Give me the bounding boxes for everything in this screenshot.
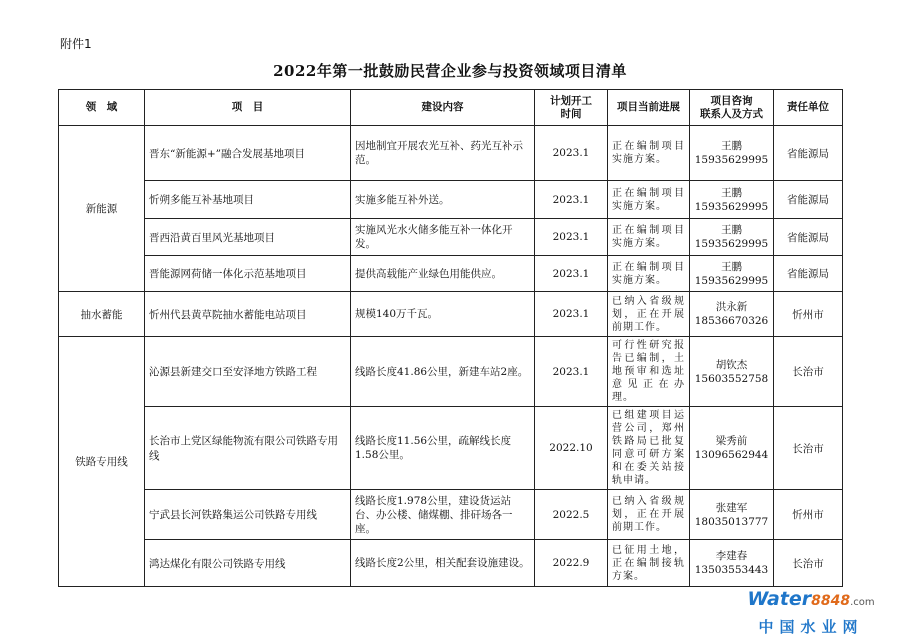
table-row bbox=[59, 181, 843, 219]
table-row bbox=[59, 540, 843, 587]
responsible-unit: 忻州市 bbox=[774, 490, 843, 540]
progress: 正在编制项目实施方案。 bbox=[608, 126, 690, 181]
progress: 已纳入省级规划，正在开展前期工作。 bbox=[608, 292, 690, 337]
progress: 已纳入省级规划，正在开展前期工作。 bbox=[608, 490, 690, 540]
responsible-unit: 长治市 bbox=[774, 337, 843, 407]
header-contact-line2: 联系人及方式 bbox=[700, 107, 763, 120]
header-start-line1: 计划开工 bbox=[550, 94, 592, 107]
contact-phone: 13503553443 bbox=[694, 564, 769, 576]
contact-phone: 18536670326 bbox=[694, 315, 769, 327]
document-title: 2022年第一批鼓励民营企业参与投资领域项目清单 bbox=[273, 62, 627, 80]
contact-name: 洪永新 bbox=[715, 301, 748, 313]
contact bbox=[690, 181, 774, 219]
responsible-unit: 长治市 bbox=[774, 540, 843, 587]
contact-name: 梁秀前 bbox=[715, 435, 748, 447]
project-name: 鸿达煤化有限公司铁路专用线 bbox=[145, 540, 351, 587]
group-railway: 铁路专用线 bbox=[59, 337, 145, 587]
start-time: 2022.10 bbox=[535, 407, 608, 490]
contact bbox=[690, 126, 774, 181]
table-row bbox=[59, 407, 843, 490]
watermark-brand-cn: 中国水业网 bbox=[758, 618, 864, 636]
project-name: 长治市上党区绿能物流有限公司铁路专用线 bbox=[145, 407, 351, 490]
project-name: 宁武县长河铁路集运公司铁路专用线 bbox=[145, 490, 351, 540]
table-row bbox=[59, 126, 843, 181]
header-domain: 领 域 bbox=[59, 90, 145, 126]
watermark-brand-suffix: .com bbox=[850, 597, 875, 608]
progress: 正在编制项目实施方案。 bbox=[608, 181, 690, 219]
start-time: 2022.5 bbox=[535, 490, 608, 540]
contact-name: 王鹏 bbox=[721, 186, 742, 199]
attachment-label: 附件1 bbox=[60, 37, 92, 51]
start-time: 2023.1 bbox=[535, 256, 608, 292]
responsible-unit: 忻州市 bbox=[774, 292, 843, 337]
responsible-unit: 省能源局 bbox=[774, 181, 843, 219]
table-row bbox=[59, 490, 843, 540]
project-name: 忻朔多能互补基地项目 bbox=[145, 181, 351, 219]
header-contact bbox=[690, 90, 774, 126]
watermark-brand-num: 8848 bbox=[811, 593, 851, 609]
watermark-brand bbox=[736, 588, 886, 614]
header-start-line2: 时间 bbox=[560, 107, 582, 120]
header-unit: 责任单位 bbox=[774, 90, 843, 126]
contact-name: 王鹏 bbox=[721, 260, 742, 273]
responsible-unit: 省能源局 bbox=[774, 219, 843, 256]
responsible-unit: 省能源局 bbox=[774, 256, 843, 292]
project-content: 提供高载能产业绿色用能供应。 bbox=[351, 256, 535, 292]
contact-name: 张建军 bbox=[715, 501, 748, 514]
responsible-unit: 省能源局 bbox=[774, 126, 843, 181]
contact-name: 王鹏 bbox=[721, 140, 742, 152]
progress: 正在编制项目实施方案。 bbox=[608, 256, 690, 292]
contact-phone: 15935629995 bbox=[694, 154, 769, 166]
project-name: 沁源县新建交口至安泽地方铁路工程 bbox=[145, 337, 351, 407]
project-content: 线路长度2公里，相关配套设施建设。 bbox=[351, 540, 535, 587]
project-content: 规模140万千瓦。 bbox=[351, 292, 535, 337]
project-content: 线路长度41.86公里，新建车站2座。 bbox=[351, 337, 535, 407]
table-row bbox=[59, 256, 843, 292]
table-row bbox=[59, 292, 843, 337]
group-new-energy: 新能源 bbox=[59, 126, 145, 292]
project-content: 实施多能互补外送。 bbox=[351, 181, 535, 219]
contact bbox=[690, 219, 774, 256]
start-time: 2023.1 bbox=[535, 292, 608, 337]
start-time: 2023.1 bbox=[535, 337, 608, 407]
start-time: 2023.1 bbox=[535, 219, 608, 256]
contact bbox=[690, 540, 774, 587]
project-content: 线路长度1.978公里，建设货运站台、办公楼、储煤棚、排矸场各一座。 bbox=[351, 490, 535, 540]
progress: 正在编制项目实施方案。 bbox=[608, 219, 690, 256]
contact bbox=[690, 490, 774, 540]
contact-name: 李建春 bbox=[715, 550, 748, 562]
project-name: 忻州代县黄草院抽水蓄能电站项目 bbox=[145, 292, 351, 337]
watermark-brand-main: Water bbox=[747, 588, 812, 610]
contact-name: 胡钦杰 bbox=[715, 358, 748, 371]
watermark-logo bbox=[736, 588, 886, 637]
table-row bbox=[59, 219, 843, 256]
contact bbox=[690, 256, 774, 292]
project-content: 实施风光水火储多能互补一体化开发。 bbox=[351, 219, 535, 256]
contact-phone: 15935629995 bbox=[694, 200, 769, 213]
contact-phone: 15935629995 bbox=[694, 274, 769, 287]
project-name: 晋能源网荷储一体化示范基地项目 bbox=[145, 256, 351, 292]
contact-phone: 13096562944 bbox=[694, 449, 769, 461]
contact-phone: 15603552758 bbox=[694, 372, 769, 385]
contact-phone: 18035013777 bbox=[694, 515, 769, 528]
progress: 已组建项目运营公司，郑州铁路局已批复同意可研方案和在委关站接轨申请。 bbox=[608, 407, 690, 490]
header-project: 项 目 bbox=[145, 90, 351, 126]
header-row bbox=[59, 90, 843, 126]
start-time: 2022.9 bbox=[535, 540, 608, 587]
contact-name: 王鹏 bbox=[721, 224, 742, 236]
table-row bbox=[59, 337, 843, 407]
contact bbox=[690, 407, 774, 490]
progress: 已征用土地，正在编制接轨方案。 bbox=[608, 540, 690, 587]
project-content: 线路长度11.56公里，疏解线长度1.58公里。 bbox=[351, 407, 535, 490]
contact-phone: 15935629995 bbox=[694, 238, 769, 250]
start-time: 2023.1 bbox=[535, 181, 608, 219]
project-name: 晋东“新能源+”融合发展基地项目 bbox=[145, 126, 351, 181]
project-table bbox=[58, 89, 843, 587]
project-name: 晋西沿黄百里风光基地项目 bbox=[145, 219, 351, 256]
header-content: 建设内容 bbox=[351, 90, 535, 126]
start-time: 2023.1 bbox=[535, 126, 608, 181]
contact bbox=[690, 292, 774, 337]
responsible-unit: 长治市 bbox=[774, 407, 843, 490]
header-progress: 项目当前进展 bbox=[608, 90, 690, 126]
header-contact-line1: 项目咨询 bbox=[710, 94, 753, 107]
header-start-time bbox=[535, 90, 608, 126]
group-pumped-storage: 抽水蓄能 bbox=[59, 292, 145, 337]
progress: 可行性研究报告已编制，土地预审和选址意见正在办理。 bbox=[608, 337, 690, 407]
contact bbox=[690, 337, 774, 407]
project-content: 因地制宜开展农光互补、药光互补示范。 bbox=[351, 126, 535, 181]
